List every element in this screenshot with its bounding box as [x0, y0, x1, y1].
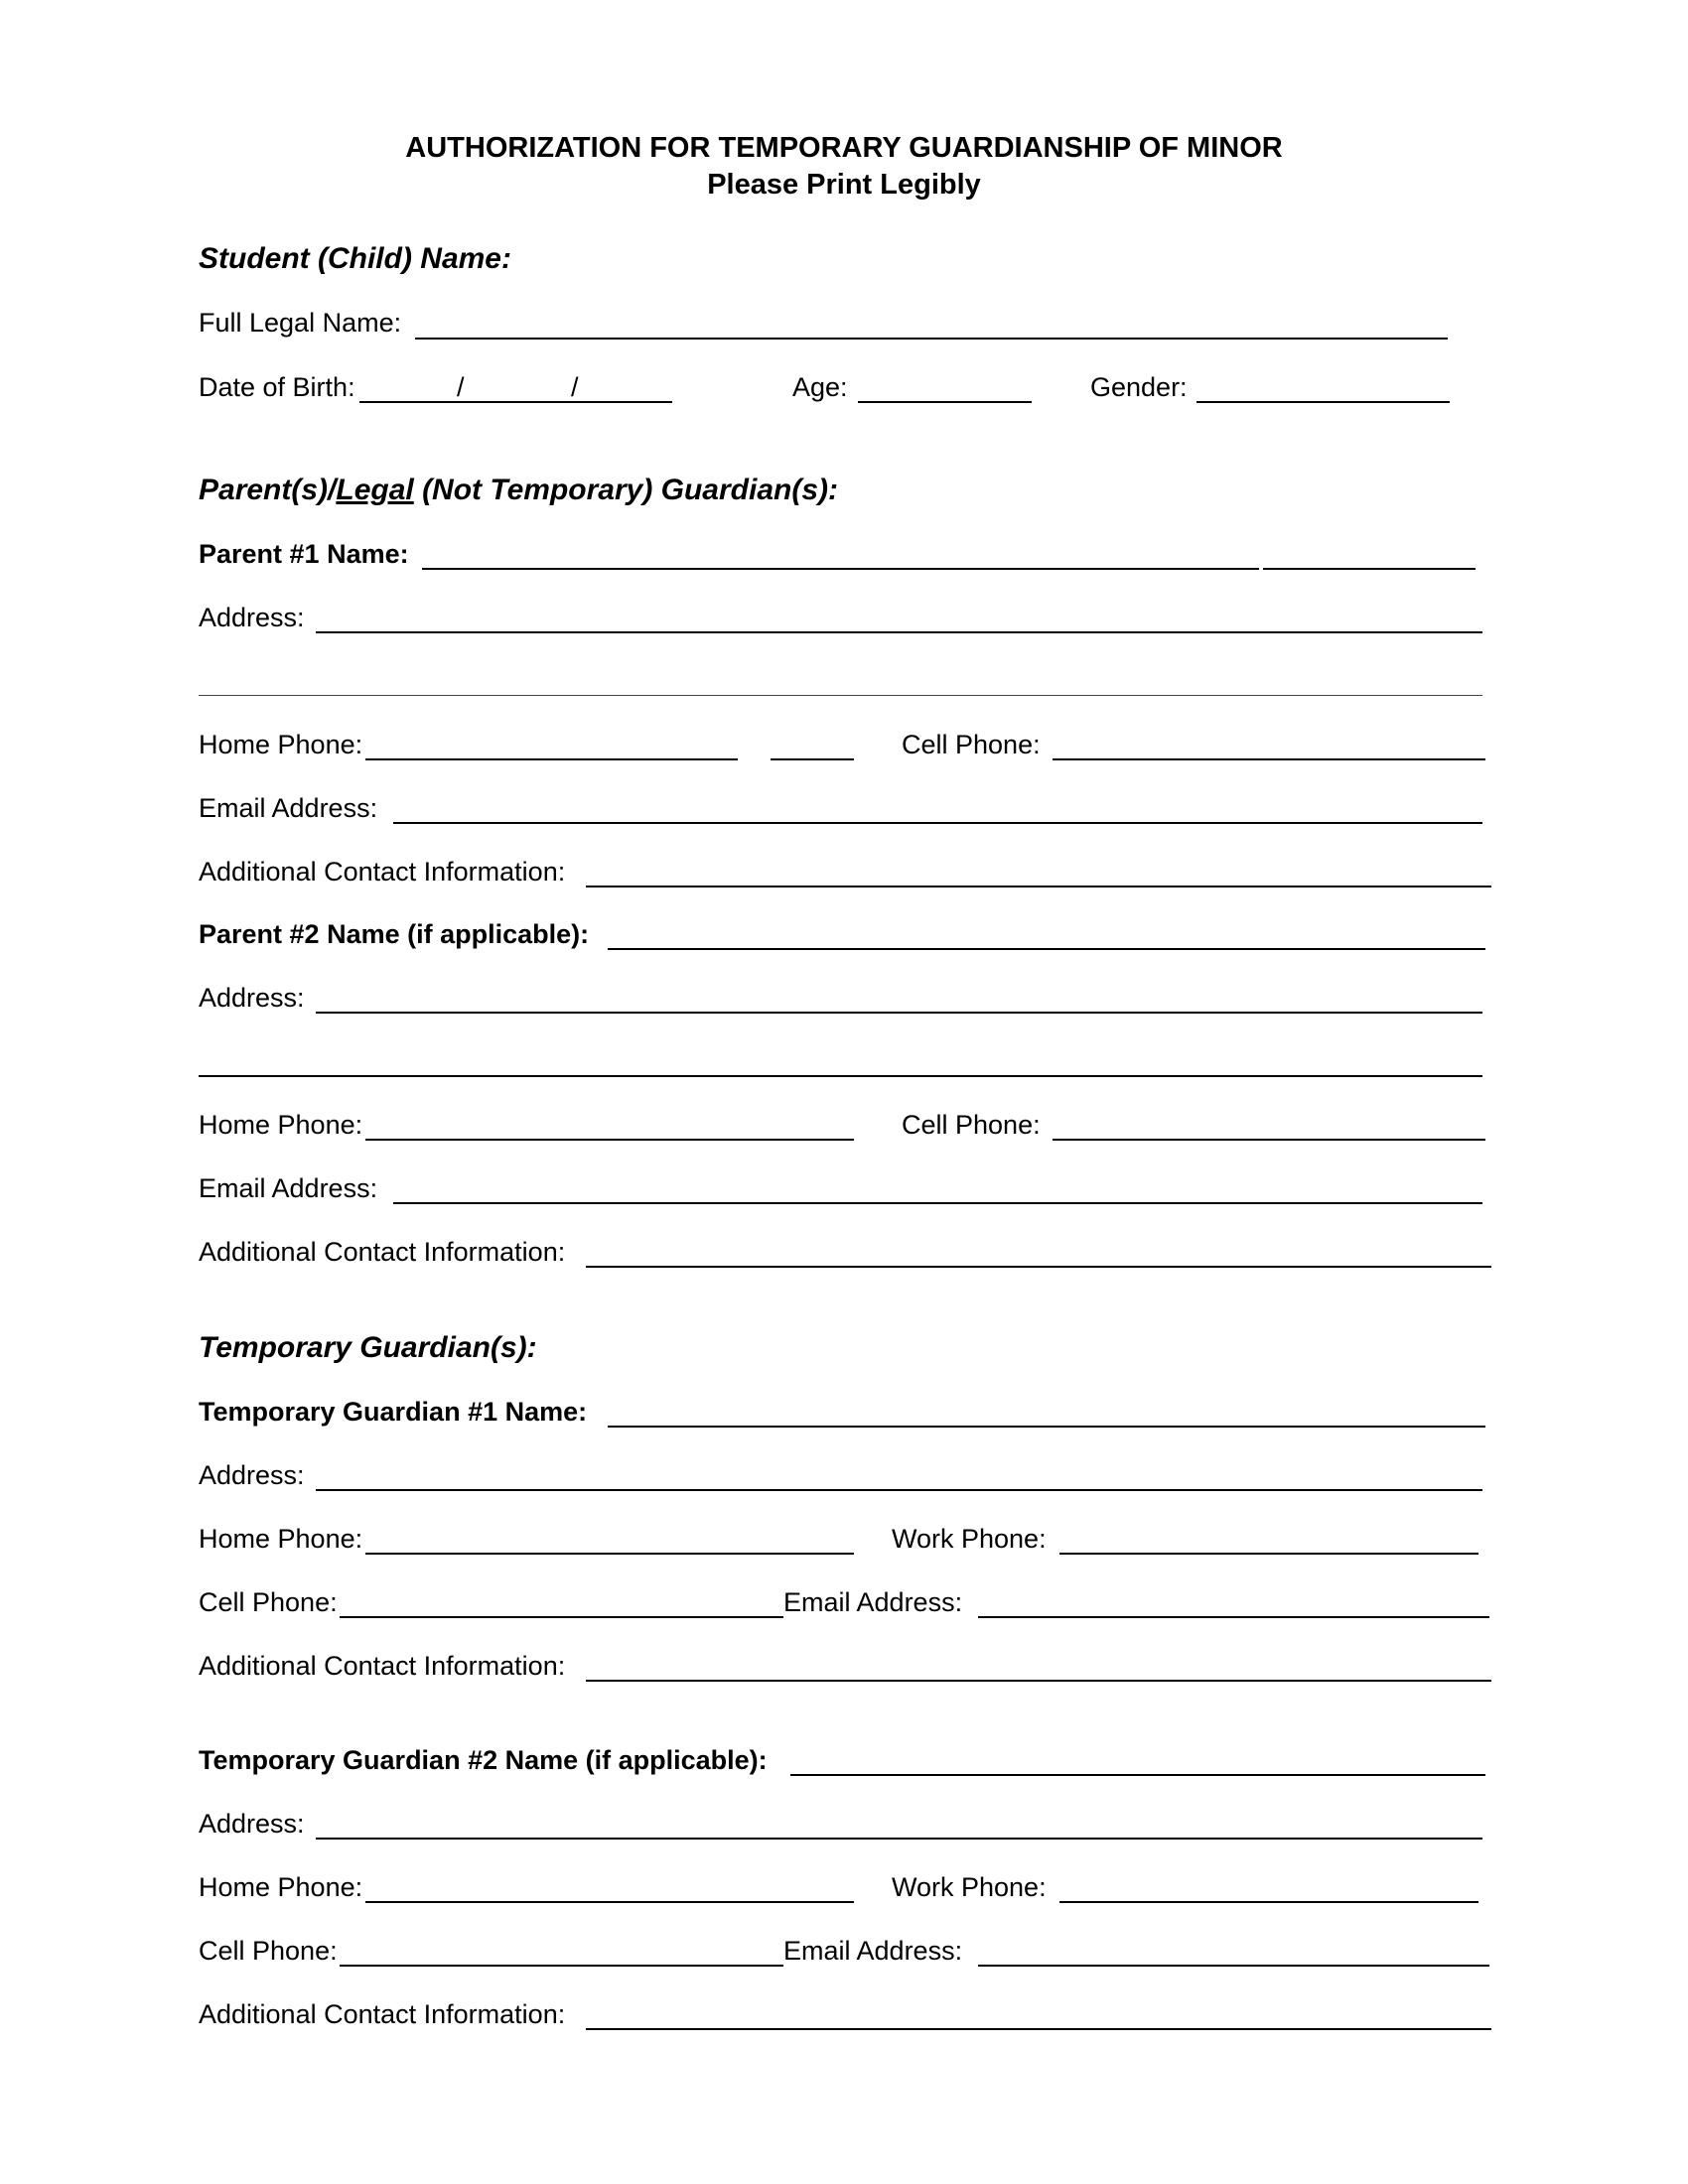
guardian1-name-label: Temporary Guardian #1 Name:: [199, 1397, 588, 1427]
guardian2-additional-label: Additional Contact Information:: [199, 1999, 566, 2029]
gender-field[interactable]: [1196, 367, 1458, 401]
parent2-email-line: [393, 1202, 1482, 1204]
parent2-email-field[interactable]: [393, 1168, 1490, 1202]
guardian1-cell-phone-label: Cell Phone:: [199, 1587, 338, 1617]
guardian1-address-label: Address:: [199, 1460, 305, 1490]
guardian1-email-label: Email Address:: [783, 1587, 963, 1617]
guardian1-work-phone-field[interactable]: [1059, 1519, 1486, 1553]
parent1-email-field[interactable]: [393, 788, 1490, 822]
parent1-additional-line: [586, 886, 1491, 887]
guardian1-additional-field[interactable]: [586, 1646, 1499, 1680]
parent2-additional-line: [586, 1266, 1491, 1268]
parent1-additional-label: Additional Contact Information:: [199, 857, 566, 887]
parent2-address-line-2: [199, 1075, 1482, 1077]
parent1-address-field[interactable]: [316, 598, 1490, 631]
parent2-name-line: [608, 948, 1485, 950]
parent2-home-phone-field[interactable]: [365, 1105, 862, 1139]
guardian2-work-phone-field[interactable]: [1059, 1867, 1486, 1901]
parent1-cell-phone-label: Cell Phone:: [902, 730, 1041, 759]
parent2-additional-field[interactable]: [586, 1232, 1499, 1266]
parent2-address-field[interactable]: [316, 978, 1490, 1012]
guardian1-home-phone-line: [365, 1553, 854, 1555]
guardian2-address-line: [316, 1838, 1482, 1840]
parent1-name-field[interactable]: [422, 534, 1482, 568]
parent1-home-phone-field[interactable]: [365, 725, 862, 758]
parent1-home-phone-label: Home Phone:: [199, 730, 363, 759]
parent2-email-label: Email Address:: [199, 1173, 378, 1203]
guardian2-email-line: [978, 1965, 1489, 1967]
gender-line: [1196, 401, 1450, 403]
guardian2-address-field[interactable]: [316, 1804, 1490, 1838]
guardian1-additional-line: [586, 1680, 1491, 1682]
guardian2-home-phone-field[interactable]: [365, 1867, 862, 1901]
parent1-name-label: Parent #1 Name:: [199, 539, 409, 569]
guardian2-name-label: Temporary Guardian #2 Name (if applicable):: [199, 1745, 768, 1775]
parent2-name-field[interactable]: [608, 914, 1493, 948]
parent2-additional-label: Additional Contact Information:: [199, 1237, 566, 1267]
full-legal-name-line: [415, 338, 1448, 340]
dob-month-field[interactable]: [359, 367, 462, 401]
full-legal-name-label: Full Legal Name:: [199, 308, 402, 338]
parent1-additional-field[interactable]: [586, 852, 1499, 886]
guardian1-email-field[interactable]: [978, 1582, 1497, 1616]
guardian1-home-phone-field[interactable]: [365, 1519, 862, 1553]
parent1-address-field-2[interactable]: [199, 661, 1490, 695]
guardian1-name-field[interactable]: [608, 1392, 1493, 1426]
guardian1-name-line: [608, 1426, 1485, 1428]
parent1-name-line-b: [1263, 568, 1476, 570]
guardian1-address-field[interactable]: [316, 1455, 1490, 1489]
guardian1-cell-phone-field[interactable]: [340, 1582, 788, 1616]
guardian2-cell-phone-line: [340, 1965, 783, 1967]
parent2-cell-phone-field[interactable]: [1053, 1105, 1493, 1139]
guardian2-cell-phone-field[interactable]: [340, 1931, 788, 1965]
parent1-name-line-a: [422, 568, 1259, 570]
form-title: AUTHORIZATION FOR TEMPORARY GUARDIANSHIP OF MINOR: [405, 132, 1283, 164]
guardian2-home-phone-label: Home Phone:: [199, 1872, 363, 1902]
guardian2-name-line: [790, 1774, 1485, 1776]
guardian2-email-label: Email Address:: [783, 1936, 963, 1966]
dob-year-field[interactable]: [588, 367, 680, 401]
age-label: Age:: [792, 372, 848, 402]
parent2-address-label: Address:: [199, 983, 305, 1013]
parent1-address-line: [316, 631, 1482, 633]
guardian2-additional-line: [586, 2028, 1491, 2030]
age-line: [858, 401, 1032, 403]
guardian2-cell-phone-label: Cell Phone:: [199, 1936, 338, 1966]
parent2-cell-phone-label: Cell Phone:: [902, 1110, 1041, 1140]
dob-label: Date of Birth:: [199, 372, 355, 402]
guardian2-home-phone-line: [365, 1901, 854, 1903]
guardian2-work-phone-label: Work Phone:: [892, 1872, 1047, 1902]
dob-separator-2: /: [571, 372, 579, 402]
parents-heading-legal: Legal: [336, 474, 414, 506]
dob-line: [359, 401, 672, 403]
parent1-email-label: Email Address:: [199, 793, 378, 823]
guardian1-email-line: [978, 1616, 1489, 1618]
parent2-cell-phone-line: [1053, 1139, 1485, 1141]
guardian1-additional-label: Additional Contact Information:: [199, 1651, 566, 1681]
age-field[interactable]: [858, 367, 1040, 401]
gender-label: Gender:: [1090, 372, 1188, 402]
parent2-home-phone-line: [365, 1139, 854, 1141]
guardian1-cell-phone-line: [340, 1616, 783, 1618]
guardian2-additional-field[interactable]: [586, 1994, 1499, 2028]
dob-separator-1: /: [457, 372, 465, 402]
parent1-email-line: [393, 822, 1482, 824]
parent1-address-label: Address:: [199, 603, 305, 632]
parent2-address-field-2[interactable]: [199, 1041, 1490, 1075]
guardian2-email-field[interactable]: [978, 1931, 1497, 1965]
guardian2-name-field[interactable]: [790, 1740, 1493, 1774]
guardian1-work-phone-label: Work Phone:: [892, 1524, 1047, 1554]
parent2-home-phone-label: Home Phone:: [199, 1110, 363, 1140]
temporary-section-heading: Temporary Guardian(s):: [199, 1331, 537, 1364]
parents-heading-part1: Parent(s)/: [199, 474, 337, 506]
full-legal-name-field[interactable]: [415, 304, 1456, 338]
guardian1-work-phone-line: [1059, 1553, 1478, 1555]
parent1-cell-phone-line: [1053, 758, 1485, 760]
parents-section-heading: [199, 474, 838, 507]
guardian2-address-label: Address:: [199, 1809, 305, 1839]
parent1-cell-phone-field[interactable]: [1053, 725, 1493, 758]
parent1-home-phone-line-b: [771, 758, 854, 760]
student-section-heading: Student (Child) Name:: [199, 242, 511, 275]
parents-heading-part2: (Not Temporary) Guardian(s):: [413, 474, 838, 506]
parent2-name-label: Parent #2 Name (if applicable):: [199, 919, 590, 949]
parent1-address-line-2: [199, 695, 1482, 696]
dob-day-field[interactable]: [475, 367, 577, 401]
parent2-address-line: [316, 1012, 1482, 1014]
guardian1-address-line: [316, 1489, 1482, 1491]
form-subtitle: Please Print Legibly: [707, 169, 981, 201]
guardian1-home-phone-label: Home Phone:: [199, 1524, 363, 1554]
guardian2-work-phone-line: [1059, 1901, 1478, 1903]
parent1-home-phone-line-a: [365, 758, 738, 760]
